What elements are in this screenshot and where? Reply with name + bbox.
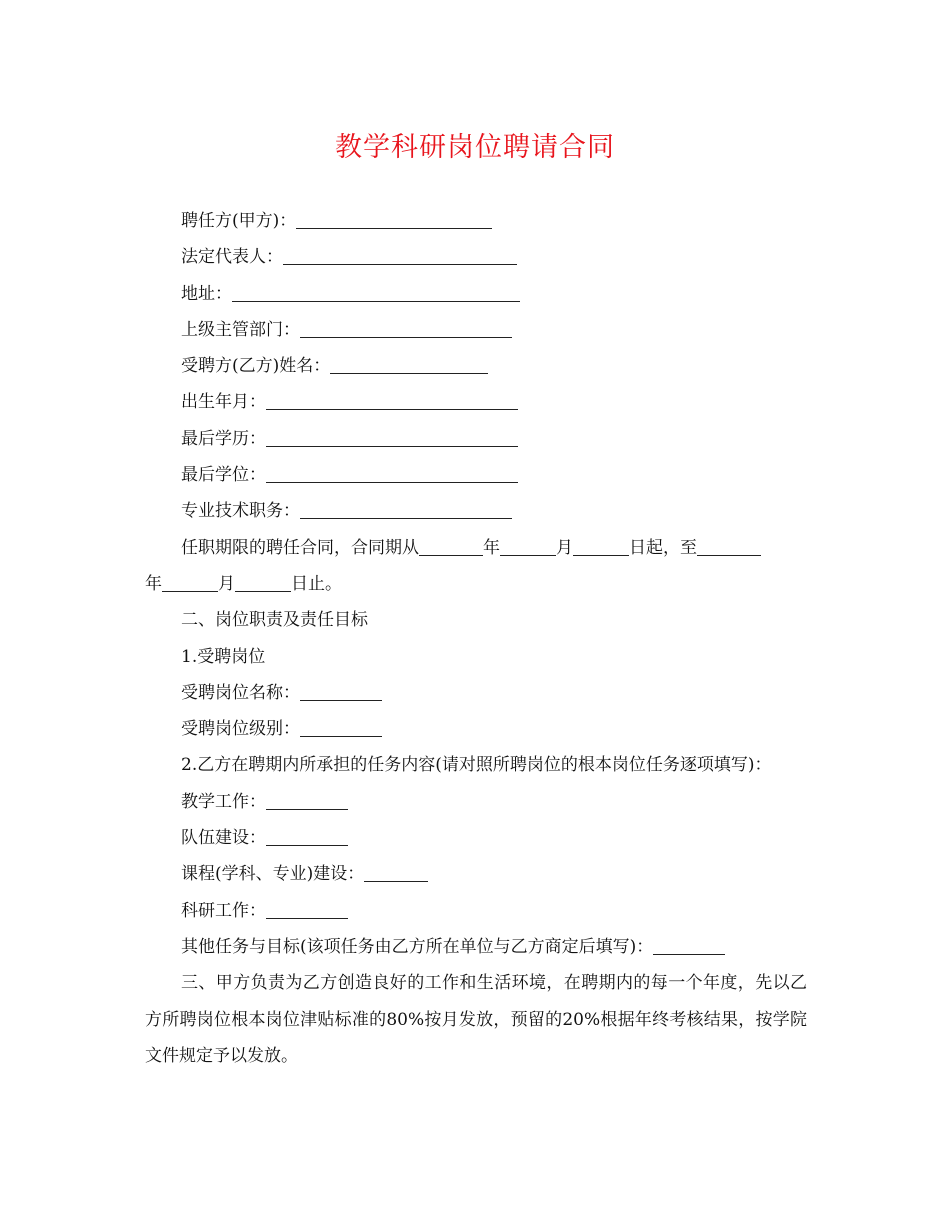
blank-line[interactable] xyxy=(419,535,483,556)
field-title-rank xyxy=(145,493,807,529)
field-education xyxy=(145,421,807,457)
field-label: 受聘岗位名称： xyxy=(181,682,300,703)
blank-line[interactable] xyxy=(235,571,291,592)
blank-line[interactable] xyxy=(653,934,725,955)
blank-line[interactable] xyxy=(283,244,517,265)
field-birth xyxy=(145,384,807,420)
field-degree xyxy=(145,457,807,493)
blank-line[interactable] xyxy=(232,281,520,302)
document-title: 教学科研岗位聘请合同 xyxy=(335,132,615,163)
blank-line[interactable] xyxy=(364,861,428,882)
blank-line[interactable] xyxy=(266,825,348,846)
term-day-start: 日起，至 xyxy=(629,537,697,558)
field-label: 最后学位： xyxy=(181,465,266,486)
term-year: 年 xyxy=(483,537,500,558)
field-label: 受聘岗位级别： xyxy=(181,719,300,740)
field-employee-name xyxy=(145,348,807,384)
blank-line[interactable] xyxy=(697,535,761,556)
field-research xyxy=(145,893,807,929)
blank-line[interactable] xyxy=(266,789,348,810)
field-label: 课程(学科、专业)建设： xyxy=(181,864,365,885)
term-year: 年 xyxy=(145,573,162,594)
field-label: 专业技术职务： xyxy=(181,501,300,522)
field-supervisor xyxy=(145,312,807,348)
section-2-heading: 二、岗位职责及责任目标 xyxy=(181,610,368,631)
blank-line[interactable] xyxy=(330,353,488,374)
blank-line[interactable] xyxy=(500,535,556,556)
subsection-1-heading: 1.受聘岗位 xyxy=(181,646,266,667)
field-label: 聘任方(甲方)： xyxy=(181,211,297,231)
field-label: 出生年月： xyxy=(181,392,266,413)
blank-line[interactable] xyxy=(266,462,518,483)
blank-line[interactable] xyxy=(300,680,382,701)
term-month: 月 xyxy=(218,573,235,594)
field-label: 其他任务与目标(该项任务由乙方所在单位与乙方商定后填写)： xyxy=(181,936,654,957)
term-intro: 任职期限的聘任合同，合同期从 xyxy=(181,537,419,558)
term-day-end: 日止。 xyxy=(291,573,342,594)
blank-line[interactable] xyxy=(300,498,512,519)
document-body xyxy=(145,203,807,1074)
field-label: 最后学历： xyxy=(181,428,266,449)
field-address xyxy=(145,276,807,312)
field-label: 上级主管部门： xyxy=(181,319,300,340)
term-line-1 xyxy=(145,530,807,566)
field-course xyxy=(145,856,807,892)
field-label: 科研工作： xyxy=(181,900,266,921)
term-line-2 xyxy=(145,566,807,602)
field-label: 受聘方(乙方)姓名： xyxy=(181,356,331,377)
section-3-paragraph: 三、甲方负责为乙方创造良好的工作和生活环境，在聘期内的每一个年度，先以乙方所聘岗位根本岗位津贴标准的80%按月发放，预留的20%根据年终考核结果，按学院文件规定予以发放。 xyxy=(145,973,807,1066)
field-label: 队伍建设： xyxy=(181,828,266,849)
blank-line[interactable] xyxy=(300,317,512,338)
field-employer xyxy=(145,203,807,239)
field-post-level xyxy=(145,711,807,747)
field-teaching xyxy=(145,784,807,820)
blank-line[interactable] xyxy=(162,571,218,592)
field-label: 法定代表人： xyxy=(181,247,283,268)
blank-line[interactable] xyxy=(266,389,518,410)
field-label: 地址： xyxy=(181,283,232,304)
field-team xyxy=(145,820,807,856)
subsection-2-heading: 2.乙方在聘期内所承担的任务内容(请对照所聘岗位的根本岗位任务逐项填写)： xyxy=(181,755,772,776)
blank-line[interactable] xyxy=(266,898,348,919)
field-label: 教学工作： xyxy=(181,791,266,812)
field-other xyxy=(145,929,807,965)
blank-line[interactable] xyxy=(573,535,629,556)
field-post-name xyxy=(145,675,807,711)
term-month: 月 xyxy=(556,537,573,558)
blank-line[interactable] xyxy=(300,716,382,737)
blank-line[interactable] xyxy=(266,426,518,447)
field-legal-rep xyxy=(145,239,807,275)
blank-line[interactable] xyxy=(296,208,492,229)
